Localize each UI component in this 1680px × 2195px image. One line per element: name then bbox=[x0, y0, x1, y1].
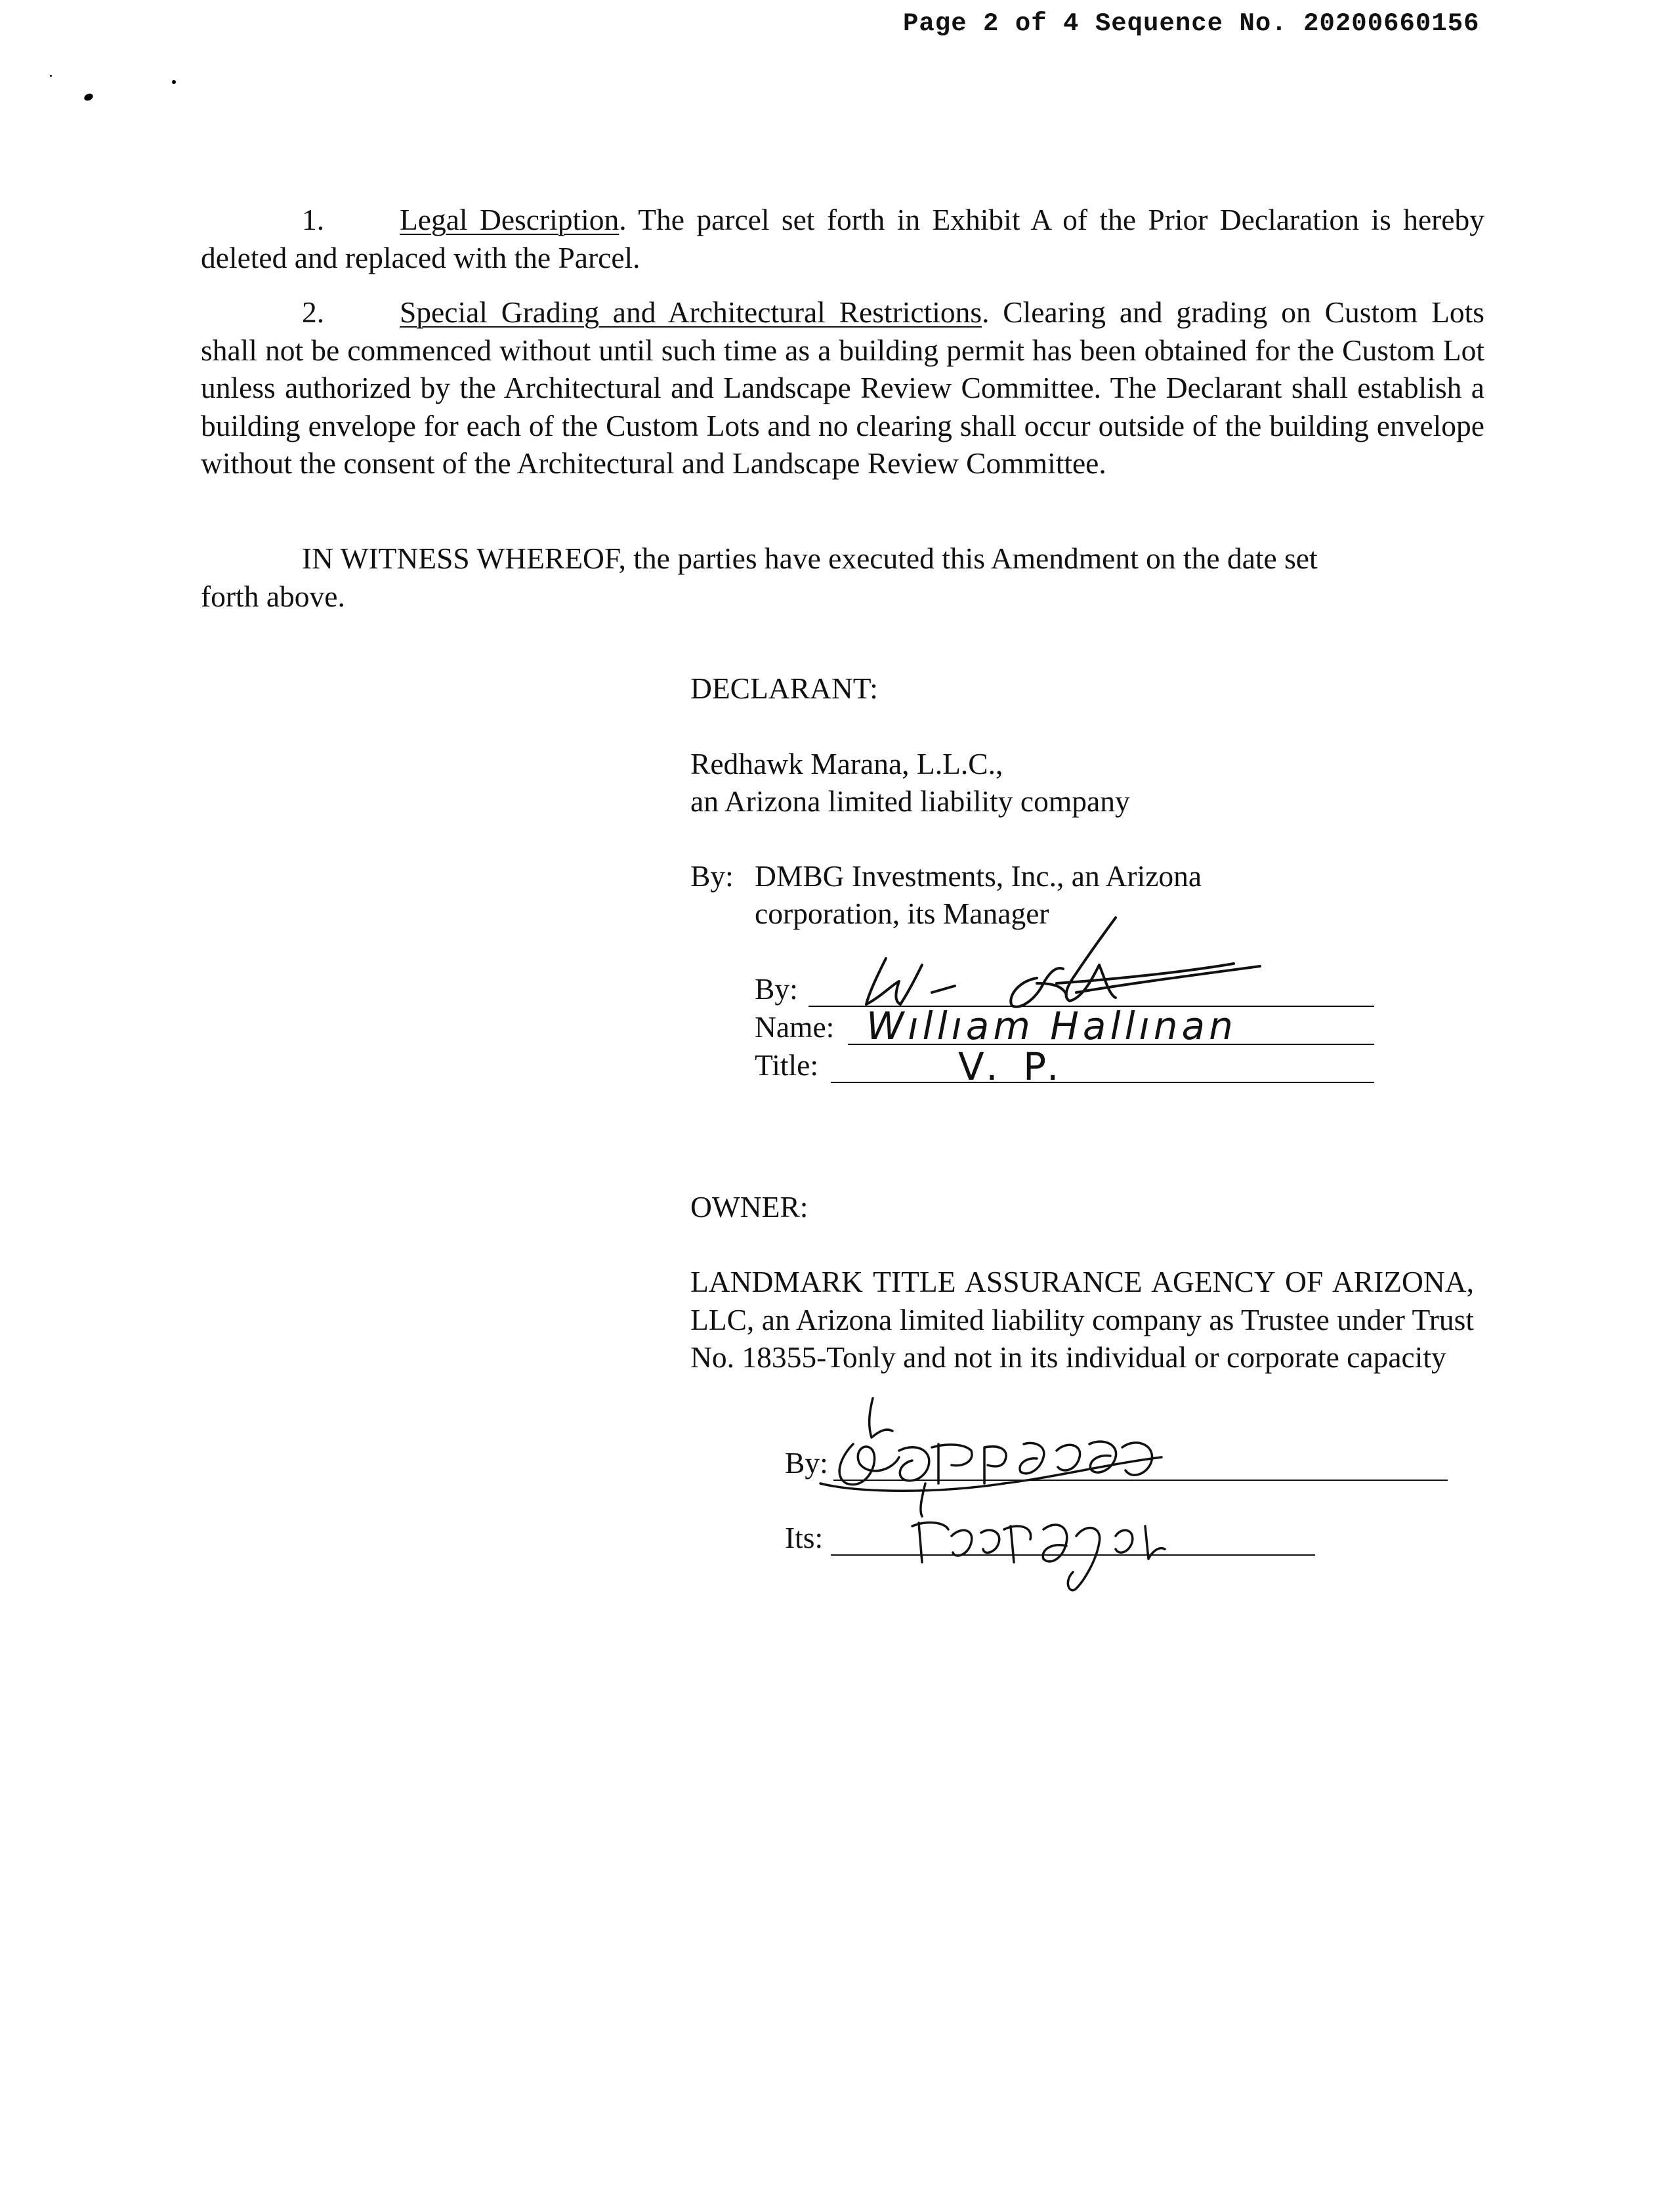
scan-speck bbox=[83, 93, 94, 102]
declarant-heading: DECLARANT: bbox=[690, 671, 878, 705]
owner-its-label: Its: bbox=[785, 1521, 824, 1554]
declarant-manager-line1: DMBG Investments, Inc., an Arizona bbox=[755, 859, 1202, 893]
declarant-name-label: Name: bbox=[755, 1010, 835, 1044]
declarant-signature-by-label: By: bbox=[755, 972, 798, 1006]
section-text: . The parcel set forth in Exhibit A of the Prior Declaration is hereby deleted and replaced with the Parcel. bbox=[201, 203, 1484, 274]
owner-description: LANDMARK TITLE ASSURANCE AGENCY OF ARIZONA, LLC, an Arizona limited liability company as Trustee under Trust No. 18355-Tonly and not in its individual or corporate capacity bbox=[690, 1265, 1474, 1374]
witness-line: IN WITNESS WHEREOF, the parties have executed this Amendment on the date set bbox=[302, 542, 1318, 575]
declarant-handwritten-name-and-title bbox=[853, 1004, 1326, 1093]
page-sequence-header: Page 2 of 4 Sequence No. 20200660156 bbox=[903, 9, 1480, 38]
scan-speck bbox=[50, 75, 52, 77]
declarant-by-prefix: By: bbox=[690, 859, 734, 893]
section-special-grading bbox=[201, 293, 1484, 482]
section-legal-description bbox=[201, 201, 1484, 276]
owner-by-label: By: bbox=[785, 1446, 828, 1480]
witness-clause bbox=[201, 540, 1484, 615]
owner-signature-image bbox=[807, 1385, 1240, 1602]
owner-heading: OWNER: bbox=[690, 1190, 808, 1224]
section-text: . Clearing and grading on Custom Lots shall not be commenced without until such time as a building permit has been obtained for the Custom Lot unless authorized by the Architectural and Landscape Review Committee. The Declarant shall establish a building envelope for each of the Custom Lots and no clearing shall occur outside of the building envelope without the consent of the Architectural and Landscape Review Committee. bbox=[201, 295, 1484, 480]
svg-text:Wıllıam Hallınan: Wıllıam Hallınan bbox=[866, 1004, 1237, 1048]
section-heading: Special Grading and Architectural Restrictions bbox=[400, 295, 982, 329]
section-heading: Legal Description bbox=[400, 203, 620, 236]
section-number: 2. bbox=[302, 295, 325, 329]
declarant-entity-type: an Arizona limited liability company bbox=[690, 784, 1130, 818]
scan-speck bbox=[172, 80, 176, 84]
svg-text:V. P.: V. P. bbox=[958, 1044, 1066, 1089]
witness-line: forth above. bbox=[201, 579, 345, 613]
section-number: 1. bbox=[302, 203, 325, 236]
declarant-manager-line2: corporation, its Manager bbox=[755, 897, 1049, 930]
declarant-entity-name: Redhawk Marana, L.L.C., bbox=[690, 747, 1003, 780]
declarant-title-label: Title: bbox=[755, 1048, 818, 1082]
